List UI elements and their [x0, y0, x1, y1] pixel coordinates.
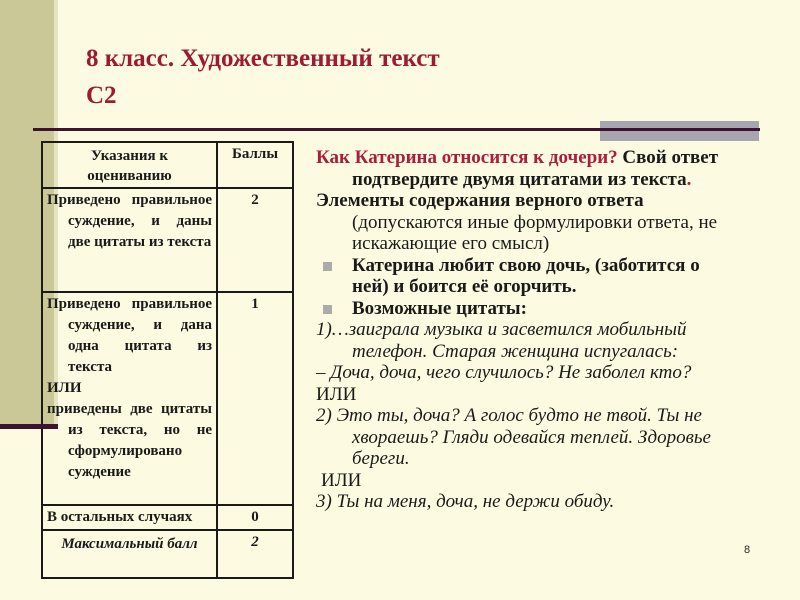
content-text: . — [686, 168, 692, 190]
points-cell: 1 — [251, 296, 259, 312]
table-row — [43, 189, 292, 293]
criteria-cell — [43, 189, 218, 291]
divider-line — [33, 128, 760, 131]
criteria-table — [41, 141, 294, 579]
bullet-square-icon — [323, 262, 332, 271]
content-text: Как Катерина относится к дочери? — [316, 147, 618, 168]
content-text: 2) Это ты, доча? А голос будто не твой. Ты не — [316, 405, 702, 426]
content-text: хвораешь? Гляди одевайся теплей. Здоровье — [352, 426, 711, 448]
criteria-paragraph: Максимальный балл — [61, 536, 198, 552]
criteria-cell — [43, 506, 218, 529]
divider-accent-box — [600, 121, 759, 141]
content-line — [316, 147, 798, 169]
points-cell: 2 — [251, 192, 259, 208]
content-line — [316, 212, 798, 234]
table-row — [43, 293, 292, 506]
points-cell: 2 — [251, 534, 259, 550]
content-line — [316, 448, 798, 470]
table-row — [43, 531, 292, 577]
bullet-square-icon — [323, 305, 332, 314]
content-text: Катерина любит свою дочь, (заботится о — [352, 254, 700, 276]
content-line — [316, 233, 798, 255]
content-line — [316, 190, 798, 212]
content-line — [316, 276, 798, 298]
content-line — [316, 169, 798, 191]
content-line — [316, 298, 798, 320]
page-number: 8 — [744, 544, 751, 556]
content-line — [316, 341, 798, 363]
content-line — [316, 405, 798, 427]
criteria-paragraph: Приведено правильное суждение, и дана одна цитата из текста — [47, 296, 212, 375]
content-text: телефон. Старая женщина испугалась: — [352, 340, 679, 362]
content-line — [316, 319, 798, 341]
content-text: ИЛИ — [316, 383, 357, 405]
content-text: подтвердите двумя цитатами из текста — [352, 168, 687, 190]
content-line — [316, 427, 798, 449]
points-header-cell: Баллы — [231, 146, 279, 162]
criteria-paragraph: В остальных случаях — [47, 509, 193, 525]
criteria-paragraph: Приведено правильное суждение, и даны две цитаты из текста — [47, 192, 212, 250]
content-text: Элементы содержания верного ответа — [316, 190, 644, 211]
criteria-cell — [43, 531, 218, 577]
content-text: 1)…заиграла музыка и засветился мобильный — [316, 319, 687, 340]
slide-title-line1: 8 класс. Художественный текст — [86, 45, 440, 72]
content-text: ИЛИ — [321, 469, 362, 491]
slide-title-line2: С2 — [86, 82, 117, 109]
criteria-paragraph: ИЛИ — [47, 380, 82, 396]
content-text: Возможные цитаты: — [352, 297, 527, 319]
content-line — [316, 491, 798, 513]
content-line — [316, 362, 798, 384]
criteria-cell — [43, 293, 218, 504]
table-header-row — [43, 143, 292, 189]
answer-content-block — [316, 147, 798, 513]
content-line — [316, 384, 798, 406]
table-row — [43, 506, 292, 531]
criteria-header-cell: Указания к оцениванию — [43, 143, 218, 187]
content-text: – Доча, доча, чего случилось? Не заболел кто? — [316, 362, 692, 383]
content-text: искажающие его смысл) — [352, 233, 550, 254]
content-text: береги. — [352, 448, 410, 469]
content-text: ней) и боится её огорчить. — [352, 276, 577, 297]
points-cell: 0 — [251, 509, 259, 525]
content-text: (допускаются иные формулировки ответа, не — [352, 211, 718, 233]
left-accent-bar-underline — [0, 424, 58, 429]
content-text: Свой ответ — [617, 147, 719, 168]
slide-title — [86, 40, 706, 114]
content-line — [316, 255, 798, 277]
content-line — [316, 470, 798, 492]
criteria-paragraph: приведены две цитаты из текста, но не сформулировано суждение — [47, 401, 212, 480]
content-text: 3) Ты на меня, доча, не держи обиду. — [316, 491, 615, 512]
